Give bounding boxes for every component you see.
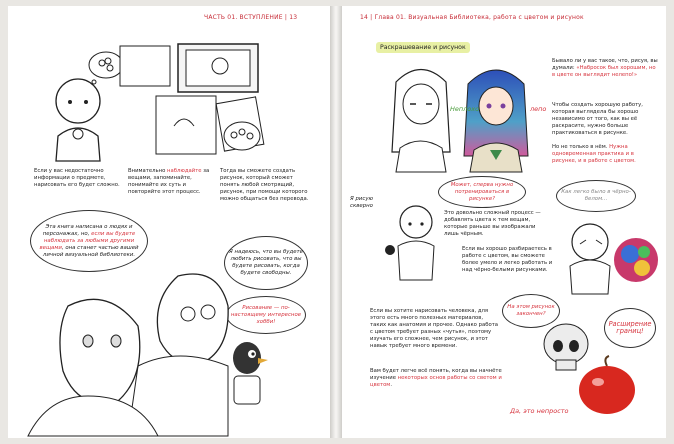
section-tag: Раскрашевание и рисунок [376,42,470,53]
color-skill-paragraph: Если вы хорошо разбираетесь в работе с цветом, вы сможете более умело и легко работать и над чёрно-белыми рисунками. [462,246,553,273]
expand-bubble: Расширение границ! [604,308,656,348]
apple-caption: Да, это непросто [510,407,569,415]
right-speech-bubble: Я надеюсь, что вы будете любить рисовать, что вы будете рисовать, когда будете свободны. [224,236,308,290]
uncolored-girl-illustration [386,62,456,172]
right-page-header: 14 | Глава 01. Визуальная Библиотека, работа с цветом и рисунок [360,14,584,21]
finished-question-bubble: На этом рисунок закончен? [502,294,560,328]
book-gutter [330,6,342,438]
thinking-character-illustration [48,76,108,166]
color-palette-character-illustration [560,214,660,294]
left-page-header: ЧАСТЬ 01. ВСТУПЛЕНИЕ | 13 [204,14,298,21]
left-page [8,6,330,438]
simultaneous-paragraph: Но не только в нём. Нужна одновременная практика и в рисунке, и в работе с цветом. [552,144,636,164]
intro-paragraph: Бывало ли у вас такое, что, рисуя, вы думали: «Набросок был хорошим, но в цвете он выглядит нелепо!» [552,58,658,78]
two-characters-illustration [28,256,228,436]
left-col2-text: Внимательно наблюдайте за вещами, запоминайте, понимайте их суть и повторяйте этот процесс. [128,168,210,195]
red-speech-bubble: Рисование — по-настоящему интересное хобби! [226,296,306,334]
flower-doodle-bubble [222,120,262,152]
right-page [342,6,666,438]
left-col1-text: Если у вас недостаточно информации о предмете, нарисовать его будет сложно. [34,168,120,188]
bird-character-illustration [222,336,272,416]
side-caption: Я рисую скверно [350,196,374,209]
shrugging-character-illustration [386,202,446,282]
basics-paragraph: Вам будет легче всё понять, когда вы начнёте изучение некоторых основ работы со светом и цветом. [370,368,502,388]
practice-paragraph: Чтобы создать хорошую работу, которая выглядела бы хорошо независимо от того, как вы её раскрасите, нужно больше практиковаться в рисунке. [552,102,643,136]
black-white-bubble: Как легко было в чёрно-белом... [556,180,636,212]
anatomy-paragraph: Если вы хотите нарисовать человека, для этого есть много полезных материалов, таких как анатомия и прочее. Однако работа с цветом требует разных «чутья», поэтому изучать его сложнее, чем рисунок, и этот навык требует много времени. [370,308,499,349]
bad-label: лепо [530,105,547,113]
good-label: Неплохо [450,105,480,113]
colored-girl-illustration [460,62,532,172]
question-bubble: Может, сперва нужно потренироваться в рисунке? [438,176,526,208]
apple-illustration [572,356,642,416]
left-speech-bubble: Эта книга написана о людях и персонажах, но, если вы будете наблюдать за любыми другими вещами, она станет частью вашей личной визуальной библиотеки. [30,210,148,272]
process-paragraph: Это довольно сложный процесс — добавлять цвета к тем вещам, которые раньше вы изображали лишь чёрным. [444,210,541,237]
left-col3-text: Тогда вы сможете создать рисунок, который сможет понять любой смотрящий, рисунок, при помощи которого можно общаться без перевода. [220,168,309,202]
